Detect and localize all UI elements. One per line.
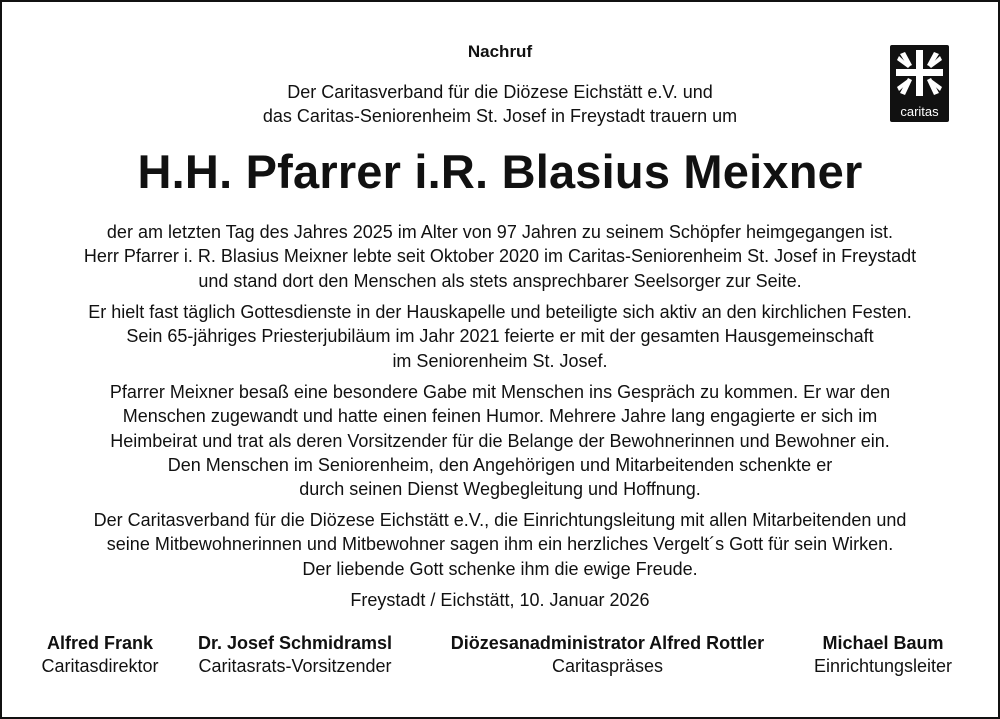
signatory-role: Einrichtungsleiter bbox=[813, 656, 953, 676]
paragraph-line: Der liebende Gott schenke ihm die ewige Freude. bbox=[302, 558, 698, 579]
paragraph-line: der am letzten Tag des Jahres 2025 im Alter von 97 Jahren zu seinem Schöpfer heimgegangen ist. bbox=[106, 222, 894, 242]
signatory-role: Caritaspräses bbox=[551, 656, 664, 676]
signatory-name: Michael Baum bbox=[822, 633, 944, 653]
paragraph-line: durch seinen Dienst Wegbegleitung und Hoffnung. bbox=[299, 479, 701, 500]
signatory bbox=[30, 632, 170, 678]
paragraph bbox=[0, 380, 1000, 501]
paragraph-line: Der Caritasverband für die Diözese Eichstätt e.V., die Einrichtungsleitung mit allen Mitarbeitenden und bbox=[93, 510, 907, 530]
caritas-logo bbox=[890, 45, 949, 122]
paragraph bbox=[0, 300, 1000, 373]
caritas-cross-icon bbox=[896, 50, 943, 102]
paragraph-line: im Seniorenheim St. Josef. bbox=[392, 350, 608, 371]
signatory-role: Caritasrats-Vorsitzender bbox=[198, 656, 392, 676]
paragraph-line: und stand dort den Menschen als stets ansprechbarer Seelsorger zur Seite. bbox=[198, 270, 802, 291]
paragraph-line: Sein 65-jähriges Priesterjubiläum im Jahr 2021 feierte er mit der gesamten Hausgemeinschaft bbox=[126, 326, 874, 347]
paragraph-line: Den Menschen im Seniorenheim, den Angehörigen und Mitarbeitenden schenkte er bbox=[167, 454, 833, 475]
dateline: Freystadt / Eichstätt, 10. Januar 2026 bbox=[350, 590, 650, 610]
signatory bbox=[800, 632, 966, 678]
paragraph-line: Herr Pfarrer i. R. Blasius Meixner lebte seit Oktober 2020 im Caritas-Seniorenheim St. Josef in Freystadt bbox=[83, 246, 917, 267]
paragraph-line: Heimbeirat und trat als deren Vorsitzender für die Belange der Bewohnerinnen und Bewohner ein. bbox=[110, 430, 890, 451]
signatory-name: Alfred Frank bbox=[46, 633, 154, 653]
signatory-role: Caritasdirektor bbox=[41, 656, 159, 676]
notice-heading: Nachruf bbox=[467, 42, 533, 61]
paragraph-line: Er hielt fast täglich Gottesdienste in der Hauskapelle und beteiligte sich aktiv an den kirchlichen Festen. bbox=[88, 302, 912, 322]
intro-line: Der Caritasverband für die Diözese Eichstätt e.V. und bbox=[287, 82, 713, 102]
signatory-name: Dr. Josef Schmidramsl bbox=[197, 633, 393, 653]
paragraph-line: Pfarrer Meixner besaß eine besondere Gabe mit Menschen ins Gespräch zu kommen. Er war den bbox=[109, 382, 891, 402]
signatory bbox=[180, 632, 410, 678]
intro-line: das Caritas-Seniorenheim St. Josef in Freystadt trauern um bbox=[262, 106, 738, 126]
paragraph bbox=[0, 220, 1000, 293]
deceased-name: H.H. Pfarrer i.R. Blasius Meixner bbox=[137, 145, 863, 198]
paragraph bbox=[0, 508, 1000, 581]
paragraph-line: Menschen zugewandt und hatte einen feinen Humor. Mehrere Jahre lang engagierte er sich im bbox=[122, 406, 878, 427]
signatory bbox=[425, 632, 790, 678]
signatory-name: Diözesanadministrator Alfred Rottler bbox=[450, 633, 765, 653]
logo-text: caritas bbox=[900, 104, 939, 119]
intro-text bbox=[0, 80, 1000, 128]
paragraph-line: seine Mitbewohnerinnen und Mitbewohner sagen ihm ein herzliches Vergelt´s Gott für sein Wirken. bbox=[106, 534, 894, 555]
